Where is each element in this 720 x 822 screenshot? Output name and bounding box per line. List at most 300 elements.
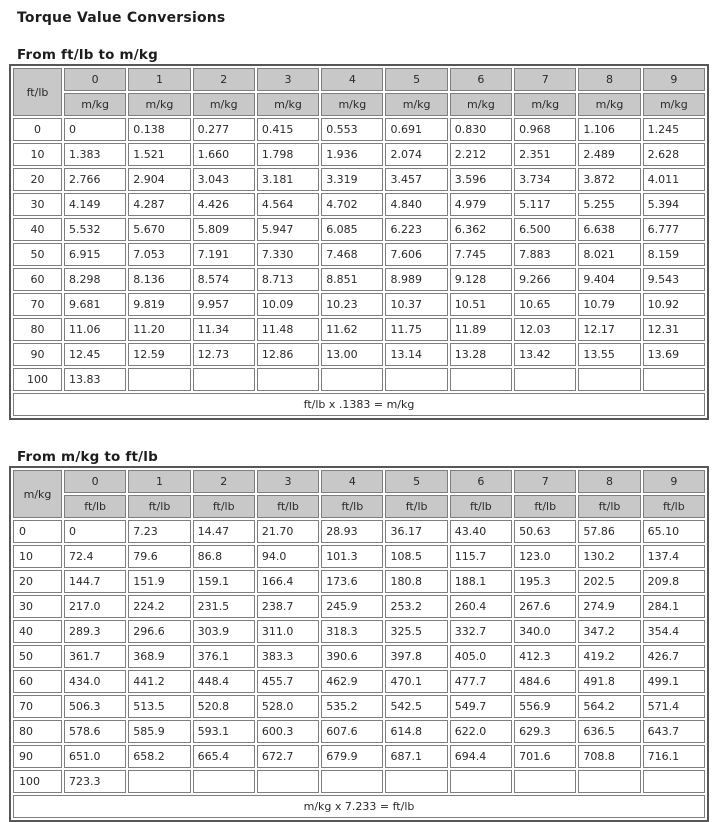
row-label: 60 [13,670,62,693]
column-header: 9 [643,68,705,91]
value-cell [385,368,447,391]
value-cell [257,770,319,793]
table-row [13,695,705,718]
value-cell: 585.9 [128,720,190,743]
value-cell: 13.69 [643,343,705,366]
value-cell: 578.6 [64,720,126,743]
value-cell: 11.06 [64,318,126,341]
value-cell: 284.1 [643,595,705,618]
value-cell [450,368,512,391]
value-cell [321,368,383,391]
unit-header: ft/lb [128,495,190,518]
value-cell: 10.65 [514,293,576,316]
value-cell: 0.553 [321,118,383,141]
unit-header: m/kg [257,93,319,116]
value-cell: 166.4 [257,570,319,593]
value-cell: 12.86 [257,343,319,366]
value-cell: 14.47 [193,520,255,543]
value-cell: 13.42 [514,343,576,366]
row-label: 100 [13,368,62,391]
value-cell: 4.840 [385,193,447,216]
value-cell: 8.021 [578,243,640,266]
value-cell: 651.0 [64,745,126,768]
value-cell: 542.5 [385,695,447,718]
value-cell: 687.1 [385,745,447,768]
value-cell: 6.500 [514,218,576,241]
value-cell: 10.37 [385,293,447,316]
value-cell: 636.5 [578,720,640,743]
value-cell: 9.404 [578,268,640,291]
value-cell: 101.3 [321,545,383,568]
value-cell: 564.2 [578,695,640,718]
column-header: 7 [514,470,576,493]
unit-header: m/kg [321,93,383,116]
unit-header: m/kg [578,93,640,116]
value-cell: 354.4 [643,620,705,643]
table-row [13,318,705,341]
value-cell: 43.40 [450,520,512,543]
value-cell: 0.968 [514,118,576,141]
unit-header-row [13,495,705,518]
value-cell: 622.0 [450,720,512,743]
value-cell: 419.2 [578,645,640,668]
value-cell: 643.7 [643,720,705,743]
value-cell: 8.298 [64,268,126,291]
value-cell: 3.319 [321,168,383,191]
row-label: 80 [13,318,62,341]
row-label: 90 [13,745,62,768]
table-row [13,645,705,668]
value-cell: 123.0 [514,545,576,568]
value-cell: 361.7 [64,645,126,668]
value-cell: 8.574 [193,268,255,291]
value-cell [514,770,576,793]
value-cell: 7.330 [257,243,319,266]
value-cell: 1.245 [643,118,705,141]
value-cell: 672.7 [257,745,319,768]
section-mkg-to-ftlb [9,449,711,822]
value-cell: 9.128 [450,268,512,291]
value-cell: 296.6 [128,620,190,643]
conversion-table-ftlb-to-mkg [9,64,709,420]
value-cell: 8.713 [257,268,319,291]
value-cell: 9.266 [514,268,576,291]
value-cell: 2.351 [514,143,576,166]
value-cell: 2.628 [643,143,705,166]
value-cell: 231.5 [193,595,255,618]
value-cell: 5.532 [64,218,126,241]
value-cell: 3.457 [385,168,447,191]
value-cell: 383.3 [257,645,319,668]
unit-header: ft/lb [643,495,705,518]
value-cell: 13.28 [450,343,512,366]
table-row [13,268,705,291]
value-cell: 10.09 [257,293,319,316]
value-cell: 195.3 [514,570,576,593]
value-cell: 274.9 [578,595,640,618]
value-cell: 303.9 [193,620,255,643]
value-cell: 6.915 [64,243,126,266]
column-header: 5 [385,470,447,493]
value-cell: 549.7 [450,695,512,718]
value-cell: 600.3 [257,720,319,743]
value-cell: 1.383 [64,143,126,166]
table-row [13,368,705,391]
conversion-table-mkg-to-ftlb [9,466,709,822]
value-cell: 3.181 [257,168,319,191]
value-cell: 665.4 [193,745,255,768]
column-header: 3 [257,470,319,493]
value-cell: 7.606 [385,243,447,266]
value-cell: 528.0 [257,695,319,718]
value-cell: 462.9 [321,670,383,693]
value-cell: 7.191 [193,243,255,266]
table-row [13,118,705,141]
value-cell: 701.6 [514,745,576,768]
unit-header: ft/lb [193,495,255,518]
row-label: 10 [13,143,62,166]
row-label: 20 [13,570,62,593]
value-cell [643,770,705,793]
value-cell: 614.8 [385,720,447,743]
value-cell: 0 [64,520,126,543]
row-label: 40 [13,620,62,643]
row-label: 40 [13,218,62,241]
value-cell: 5.809 [193,218,255,241]
value-cell: 368.9 [128,645,190,668]
unit-header: ft/lb [321,495,383,518]
table-row [13,595,705,618]
value-cell: 484.6 [514,670,576,693]
table-row [13,293,705,316]
table-row [13,620,705,643]
unit-header: ft/lb [578,495,640,518]
value-cell: 13.83 [64,368,126,391]
column-header: 4 [321,68,383,91]
value-cell [128,770,190,793]
value-cell: 629.3 [514,720,576,743]
column-header: 0 [64,68,126,91]
value-cell: 405.0 [450,645,512,668]
row-label: 0 [13,118,62,141]
value-cell: 4.287 [128,193,190,216]
value-cell: 679.9 [321,745,383,768]
value-cell: 12.45 [64,343,126,366]
value-cell: 13.14 [385,343,447,366]
column-header: 8 [578,68,640,91]
value-cell: 57.86 [578,520,640,543]
row-label: 30 [13,193,62,216]
value-cell: 325.5 [385,620,447,643]
value-cell [578,368,640,391]
value-cell: 390.6 [321,645,383,668]
value-cell: 6.362 [450,218,512,241]
unit-header: m/kg [385,93,447,116]
value-cell [578,770,640,793]
value-cell: 9.543 [643,268,705,291]
value-cell: 13.00 [321,343,383,366]
value-cell: 0.138 [128,118,190,141]
value-cell [385,770,447,793]
unit-header: m/kg [514,93,576,116]
value-cell: 7.053 [128,243,190,266]
value-cell: 36.17 [385,520,447,543]
unit-header: m/kg [64,93,126,116]
value-cell: 491.8 [578,670,640,693]
unit-header-row [13,93,705,116]
value-cell: 8.989 [385,268,447,291]
value-cell: 3.596 [450,168,512,191]
value-cell [193,770,255,793]
value-cell: 173.6 [321,570,383,593]
value-cell: 188.1 [450,570,512,593]
unit-header: ft/lb [64,495,126,518]
row-label: 90 [13,343,62,366]
value-cell: 180.8 [385,570,447,593]
value-cell: 260.4 [450,595,512,618]
table-row [13,770,705,793]
value-cell: 10.23 [321,293,383,316]
value-cell: 130.2 [578,545,640,568]
value-cell: 10.79 [578,293,640,316]
value-cell: 658.2 [128,745,190,768]
value-cell: 11.62 [321,318,383,341]
value-cell: 21.70 [257,520,319,543]
unit-header: m/kg [450,93,512,116]
value-cell: 556.9 [514,695,576,718]
value-cell: 137.4 [643,545,705,568]
column-header: 8 [578,470,640,493]
unit-header: m/kg [193,93,255,116]
value-cell: 1.798 [257,143,319,166]
value-cell [321,770,383,793]
value-cell: 5.255 [578,193,640,216]
value-cell: 2.212 [450,143,512,166]
value-cell: 0.277 [193,118,255,141]
table-row [13,218,705,241]
row-label: 30 [13,595,62,618]
corner-unit-label: ft/lb [13,68,62,116]
value-cell: 397.8 [385,645,447,668]
row-label: 10 [13,545,62,568]
value-cell: 448.4 [193,670,255,693]
value-cell: 571.4 [643,695,705,718]
section-heading-mkg-to-ftlb: From m/kg to ft/lb [17,449,158,465]
row-label: 100 [13,770,62,793]
value-cell: 6.085 [321,218,383,241]
value-cell: 7.883 [514,243,576,266]
unit-header: ft/lb [257,495,319,518]
value-cell: 9.681 [64,293,126,316]
table-row [13,720,705,743]
value-cell: 9.819 [128,293,190,316]
value-cell: 4.149 [64,193,126,216]
value-cell: 86.8 [193,545,255,568]
value-cell: 72.4 [64,545,126,568]
value-cell: 11.48 [257,318,319,341]
value-cell: 209.8 [643,570,705,593]
table-row [13,343,705,366]
table-row [13,243,705,266]
value-cell [514,368,576,391]
value-cell: 11.34 [193,318,255,341]
value-cell: 0.830 [450,118,512,141]
value-cell: 3.043 [193,168,255,191]
value-cell: 115.7 [450,545,512,568]
value-cell: 434.0 [64,670,126,693]
value-cell: 5.117 [514,193,576,216]
value-cell: 12.73 [193,343,255,366]
value-cell: 10.51 [450,293,512,316]
value-cell: 477.7 [450,670,512,693]
row-label: 50 [13,243,62,266]
value-cell: 441.2 [128,670,190,693]
conversion-formula: ft/lb x .1383 = m/kg [13,393,705,416]
value-cell: 4.702 [321,193,383,216]
value-cell: 217.0 [64,595,126,618]
value-cell: 159.1 [193,570,255,593]
value-cell: 12.03 [514,318,576,341]
value-cell: 412.3 [514,645,576,668]
value-cell: 2.766 [64,168,126,191]
value-cell: 311.0 [257,620,319,643]
value-cell: 520.8 [193,695,255,718]
value-cell: 79.6 [128,545,190,568]
column-header: 2 [193,470,255,493]
column-header: 2 [193,68,255,91]
value-cell: 12.59 [128,343,190,366]
row-label: 20 [13,168,62,191]
value-cell: 50.63 [514,520,576,543]
table-row [13,520,705,543]
value-cell: 4.979 [450,193,512,216]
value-cell: 1.660 [193,143,255,166]
value-cell: 65.10 [643,520,705,543]
column-header: 9 [643,470,705,493]
value-cell [450,770,512,793]
value-cell: 6.223 [385,218,447,241]
value-cell: 513.5 [128,695,190,718]
value-cell: 5.947 [257,218,319,241]
value-cell: 28.93 [321,520,383,543]
value-cell: 108.5 [385,545,447,568]
column-header: 0 [64,470,126,493]
value-cell: 8.136 [128,268,190,291]
value-cell: 238.7 [257,595,319,618]
value-cell: 7.468 [321,243,383,266]
value-cell: 5.670 [128,218,190,241]
column-header: 5 [385,68,447,91]
value-cell: 267.6 [514,595,576,618]
table-row [13,193,705,216]
value-cell: 8.851 [321,268,383,291]
value-cell: 202.5 [578,570,640,593]
value-cell: 11.20 [128,318,190,341]
value-cell: 723.3 [64,770,126,793]
value-cell: 12.31 [643,318,705,341]
value-cell: 3.734 [514,168,576,191]
value-cell: 13.55 [578,343,640,366]
corner-unit-label: m/kg [13,470,62,518]
column-header: 6 [450,68,512,91]
row-label: 70 [13,695,62,718]
value-cell: 347.2 [578,620,640,643]
value-cell: 1.106 [578,118,640,141]
row-label: 60 [13,268,62,291]
value-cell: 3.872 [578,168,640,191]
value-cell: 1.936 [321,143,383,166]
value-cell: 593.1 [193,720,255,743]
column-header: 6 [450,470,512,493]
table-row [13,143,705,166]
section-ftlb-to-mkg [9,47,711,420]
value-cell: 94.0 [257,545,319,568]
value-cell: 0.415 [257,118,319,141]
value-cell: 332.7 [450,620,512,643]
row-label: 50 [13,645,62,668]
value-cell: 5.394 [643,193,705,216]
value-cell: 9.957 [193,293,255,316]
table-row [13,670,705,693]
column-header: 1 [128,470,190,493]
value-cell: 470.1 [385,670,447,693]
value-cell: 7.23 [128,520,190,543]
value-cell: 499.1 [643,670,705,693]
value-cell: 426.7 [643,645,705,668]
table-row [13,168,705,191]
column-number-header-row [13,68,705,91]
value-cell [257,368,319,391]
value-cell: 4.011 [643,168,705,191]
value-cell: 7.745 [450,243,512,266]
unit-header: ft/lb [450,495,512,518]
column-header: 3 [257,68,319,91]
value-cell: 535.2 [321,695,383,718]
formula-row [13,795,705,818]
row-label: 0 [13,520,62,543]
column-number-header-row [13,470,705,493]
value-cell: 340.0 [514,620,576,643]
column-header: 4 [321,470,383,493]
value-cell: 0.691 [385,118,447,141]
unit-header: m/kg [128,93,190,116]
value-cell: 506.3 [64,695,126,718]
value-cell: 253.2 [385,595,447,618]
value-cell: 607.6 [321,720,383,743]
unit-header: ft/lb [385,495,447,518]
value-cell: 4.426 [193,193,255,216]
value-cell: 289.3 [64,620,126,643]
value-cell: 318.3 [321,620,383,643]
value-cell: 716.1 [643,745,705,768]
value-cell: 151.9 [128,570,190,593]
value-cell: 455.7 [257,670,319,693]
column-header: 7 [514,68,576,91]
table-row [13,545,705,568]
column-header: 1 [128,68,190,91]
value-cell [643,368,705,391]
value-cell: 6.638 [578,218,640,241]
value-cell: 2.904 [128,168,190,191]
value-cell: 2.489 [578,143,640,166]
value-cell: 0 [64,118,126,141]
value-cell: 245.9 [321,595,383,618]
value-cell [193,368,255,391]
value-cell: 11.75 [385,318,447,341]
table-row [13,745,705,768]
value-cell: 144.7 [64,570,126,593]
value-cell [128,368,190,391]
